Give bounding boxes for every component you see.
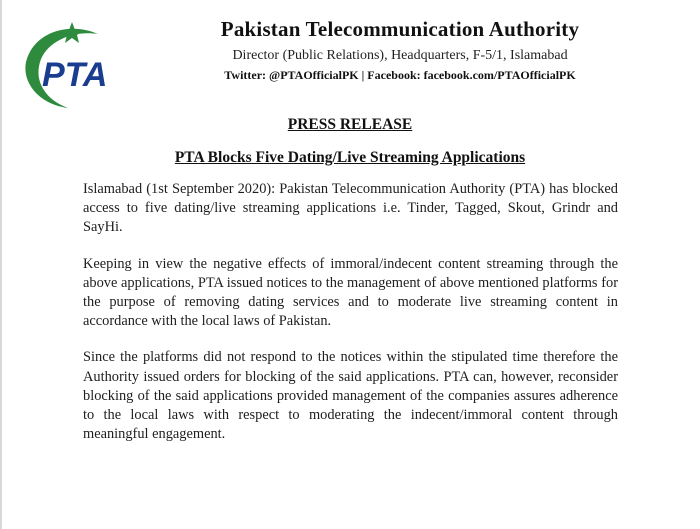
org-name: Pakistan Telecommunication Authority [220, 17, 580, 41]
letterhead [140, 14, 660, 83]
paragraph-3: Since the platforms did not respond to the notices within the stipulated time therefore the Authority issued orders for blocking of the said applications. PTA can, however, reconsider blocking of the said applications provided management of the companies assures adherence to the local laws with respect to moderating the indecent/immoral content through meaningful engagement. [83, 349, 618, 443]
press-release-label: PRESS RELEASE [287, 116, 413, 133]
logo-star-icon [61, 22, 83, 43]
headline: PTA Blocks Five Dating/Live Streaming Applications [174, 149, 526, 166]
org-address: Director (Public Relations), Headquarters, F-5/1, Islamabad [232, 48, 568, 63]
release-body [83, 180, 618, 461]
pta-logo [20, 20, 120, 112]
logo-text: PTA [42, 56, 108, 94]
page-edge [0, 0, 2, 529]
paragraph-2: Keeping in view the negative effects of immoral/indecent content streaming through the above applications, PTA issued notices to the management of above mentioned platforms for the purpose of removing dating services and to moderate live streaming content in accordance with the local laws of Pakistan. [83, 255, 618, 330]
paragraph-1: Islamabad (1st September 2020): Pakistan Telecommunication Authority (PTA) has blocked access to five dating/live streaming applications i.e. Tinder, Tagged, Skout, Grindr and SayHi. [83, 181, 618, 236]
org-social-links: Twitter: @PTAOfficialPK | Facebook: facebook.com/PTAOfficialPK [224, 68, 576, 82]
